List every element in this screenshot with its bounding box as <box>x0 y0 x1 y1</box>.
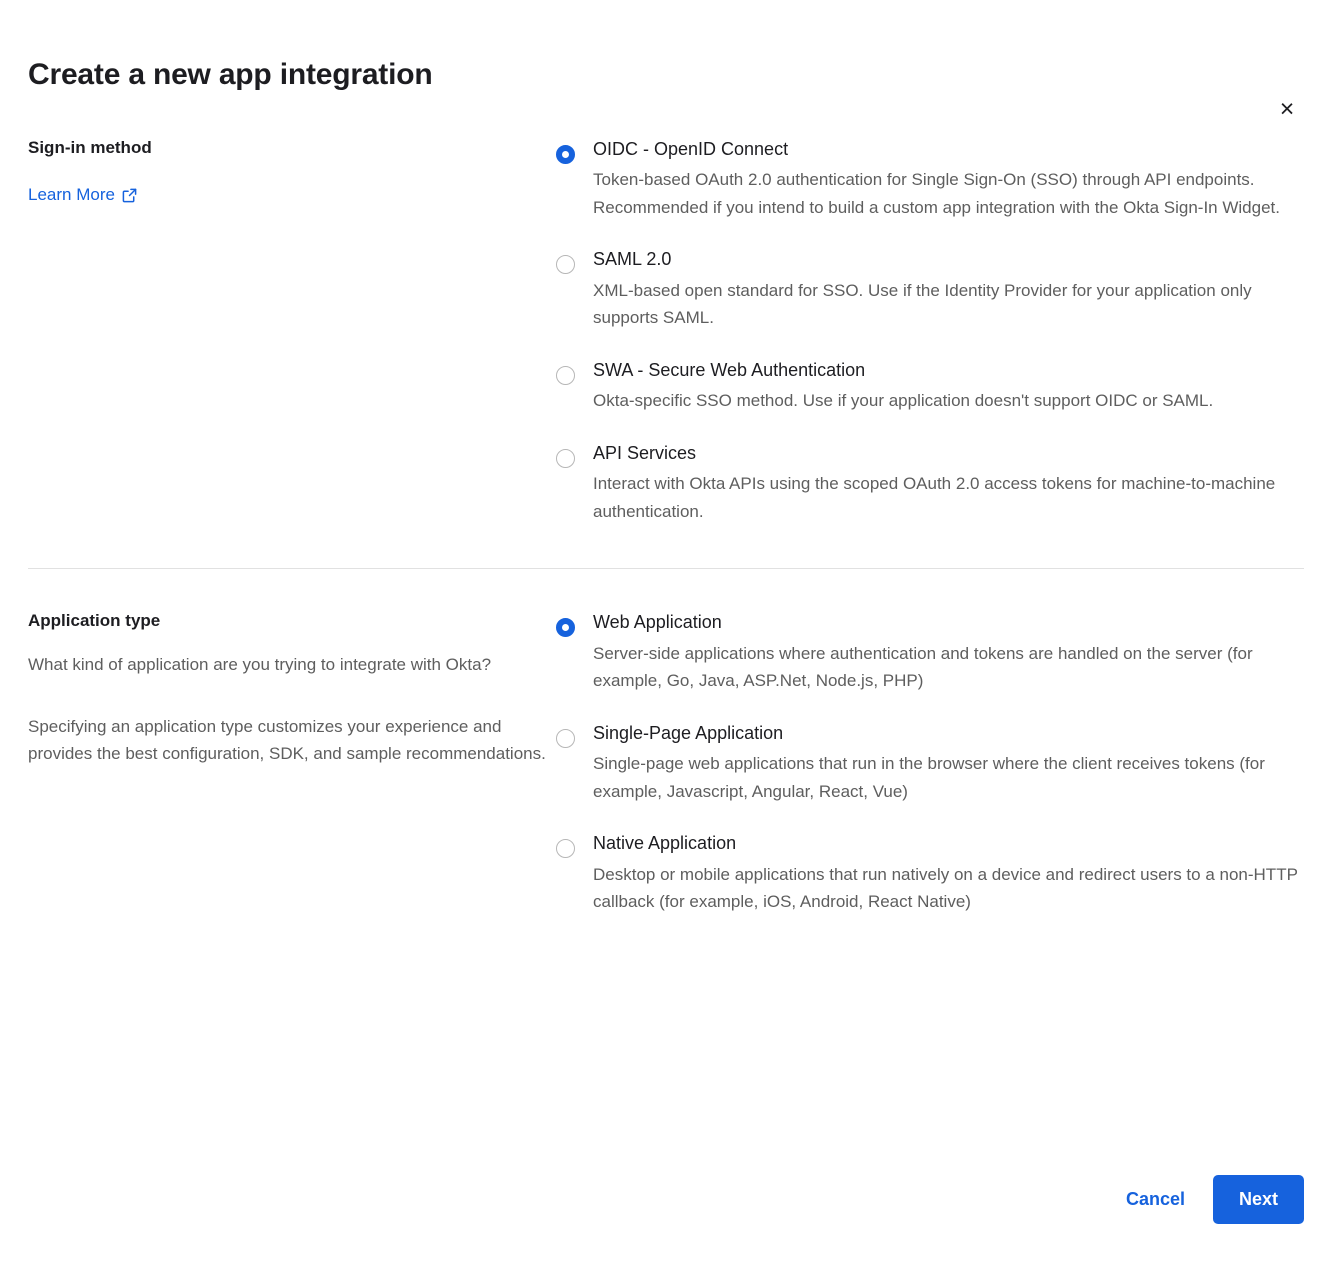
app-type-option-spa[interactable] <box>556 722 1304 805</box>
external-link-icon <box>122 188 137 203</box>
signin-option-oidc[interactable] <box>556 138 1304 221</box>
app-type-option-web[interactable] <box>556 611 1304 694</box>
radio-icon-native-application[interactable] <box>556 839 575 858</box>
app-type-option-title: Web Application <box>593 612 722 633</box>
radio-icon-single-page-application[interactable] <box>556 729 575 748</box>
sign-in-method-label: Sign-in method <box>28 138 152 157</box>
signin-option-saml[interactable] <box>556 248 1304 331</box>
signin-option-title: OIDC - OpenID Connect <box>593 139 789 159</box>
radio-icon-swa[interactable] <box>556 366 575 385</box>
signin-option-title: SWA - Secure Web Authentication <box>593 359 866 380</box>
create-app-integration-dialog <box>0 58 1332 1268</box>
radio-icon-web-application[interactable] <box>556 618 575 637</box>
application-type-left <box>28 609 556 768</box>
application-type-label: Application type <box>28 611 161 631</box>
application-type-options <box>556 609 1304 915</box>
signin-option-desc: Okta-specific SSO method. Use if your application doesn't support OIDC or SAML. <box>593 391 1214 411</box>
learn-more-label: Learn More <box>28 185 115 204</box>
signin-option-swa[interactable] <box>556 359 1304 415</box>
dialog-footer <box>1122 1175 1304 1224</box>
radio-icon-saml[interactable] <box>556 255 575 274</box>
app-type-option-native[interactable] <box>556 832 1304 915</box>
signin-option-desc: Interact with Okta APIs using the scoped OAuth 2.0 access tokens for machine-to-machine authentication. <box>593 474 1276 521</box>
radio-icon-api-services[interactable] <box>556 449 575 468</box>
application-type-helper-1: What kind of application are you trying to integrate with Okta? <box>28 655 492 675</box>
application-type-section <box>28 609 1304 915</box>
learn-more-link[interactable] <box>28 185 137 205</box>
sign-in-method-section <box>28 136 1304 525</box>
application-type-helper-2: Specifying an application type customizes your experience and provides the best configuration, SDK, and sample recommendations. <box>28 716 546 764</box>
close-icon[interactable]: × <box>1270 92 1304 126</box>
signin-option-title: API Services <box>593 442 697 463</box>
app-type-option-desc: Single-page web applications that run in the browser where the client receives tokens (for example, Javascript, Angular, React, Vue) <box>593 754 1265 801</box>
app-type-option-desc: Server-side applications where authentication and tokens are handled on the server (for example, Go, Java, ASP.Net, Node.js, PHP) <box>593 643 1253 691</box>
cancel-button[interactable]: Cancel <box>1122 1181 1189 1218</box>
signin-option-title: SAML 2.0 <box>593 249 672 270</box>
app-type-option-title: Single-Page Application <box>593 722 784 743</box>
sign-in-method-left <box>28 136 556 205</box>
application-type-radio-group <box>556 611 1304 915</box>
page-title: Create a new app integration <box>28 58 433 91</box>
app-type-option-title: Native Application <box>593 833 737 854</box>
app-type-option-desc: Desktop or mobile applications that run natively on a device and redirect users to a non-HTTP callback (for example, iOS, Android, React Native) <box>593 864 1298 912</box>
radio-icon-oidc[interactable] <box>556 145 575 164</box>
signin-option-api-services[interactable] <box>556 442 1304 525</box>
sign-in-method-options <box>556 136 1304 525</box>
signin-option-desc: Token-based OAuth 2.0 authentication for Single Sign-On (SSO) through API endpoints. Recommended if you intend to build a custom app integration with the Okta Sign-In Widget. <box>593 170 1280 217</box>
next-button[interactable]: Next <box>1213 1175 1304 1224</box>
sign-in-method-radio-group <box>556 138 1304 525</box>
signin-option-desc: XML-based open standard for SSO. Use if the Identity Provider for your application only supports SAML. <box>593 280 1252 328</box>
section-divider <box>28 568 1304 569</box>
